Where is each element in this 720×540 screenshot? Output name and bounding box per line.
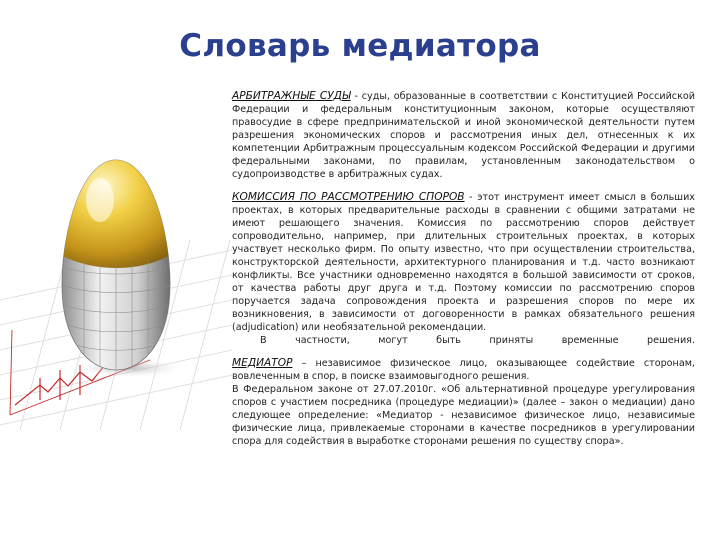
entry-komissiya bbox=[232, 191, 695, 347]
glossary bbox=[232, 90, 695, 448]
entry-arbitrazh bbox=[232, 90, 695, 181]
entry-definition: – независимое физическое лицо, оказывающее содействие сторонам, вовлеченным в спор, в поиске взаимовыгодного решения. bbox=[232, 358, 695, 382]
entry-definition: - суды, образованные в соответствии с Конституцией Российской Федерации и федеральным конституционным законом, которые осуществляют правосудие в сфере предпринимательской и иной экономической деятельности путем разрешения экономических споров и рассмотрения иных дел, отнесенных к их компетенции Арбитражным процессуальным кодексом Российской Федерации и другими федеральными законами, по правилам, установленным законодательством о судопроизводстве в арбитражных судах. bbox=[232, 91, 695, 180]
entry-mediator bbox=[232, 357, 695, 448]
golden-egg-illustration bbox=[0, 100, 232, 430]
entry-definition-tail: В частности, могут быть приняты временные решения. bbox=[260, 335, 695, 346]
entry-definition-law: В Федеральном законе от 27.07.2010г. «Об альтернативной процедуре урегулирования споров с участием посредника (процедуре медиации)» (далее – закон о медиации) дано следующее определение: «Медиатор - независимое физическое лицо, независимые физические лица, привлекаемые сторонами в качестве посредников в урегулировании спора для содействия в выработке сторонами решения по существу спора». bbox=[232, 384, 695, 447]
entry-term: АРБИТРАЖНЫЕ СУДЫ bbox=[232, 90, 351, 102]
entry-term: КОМИССИЯ ПО РАССМОТРЕНИЮ СПОРОВ bbox=[232, 191, 465, 203]
page-title: Словарь медиатора bbox=[179, 28, 541, 64]
entry-term: МЕДИАТОР bbox=[232, 357, 293, 369]
entry-definition: - этот инструмент имеет смысл в больших проектах, в которых предварительные расходы в сравнении с общими затратами не имеют решающего значения. Комиссия по рассмотрению споров действует сопроводительно, например, при длительных строительных проектах, в которых участвует несколько фирм. По опыту известно, что при осуществлении строительства, конструкторской деятельности, архитектурного планирования и т.д. часто возникают конфликты. Все участники одновременно находятся в большой зависимости от сроков, от качества работы друг друга и т.д. Поэтому комиссии по рассмотрению споров поручается задача сопровождения проекта и разрешения споров по мере их возникновения, в зависимости от договоренности в рамках обязательного решения (adjudication) или необязательной рекомендации. bbox=[232, 192, 695, 333]
